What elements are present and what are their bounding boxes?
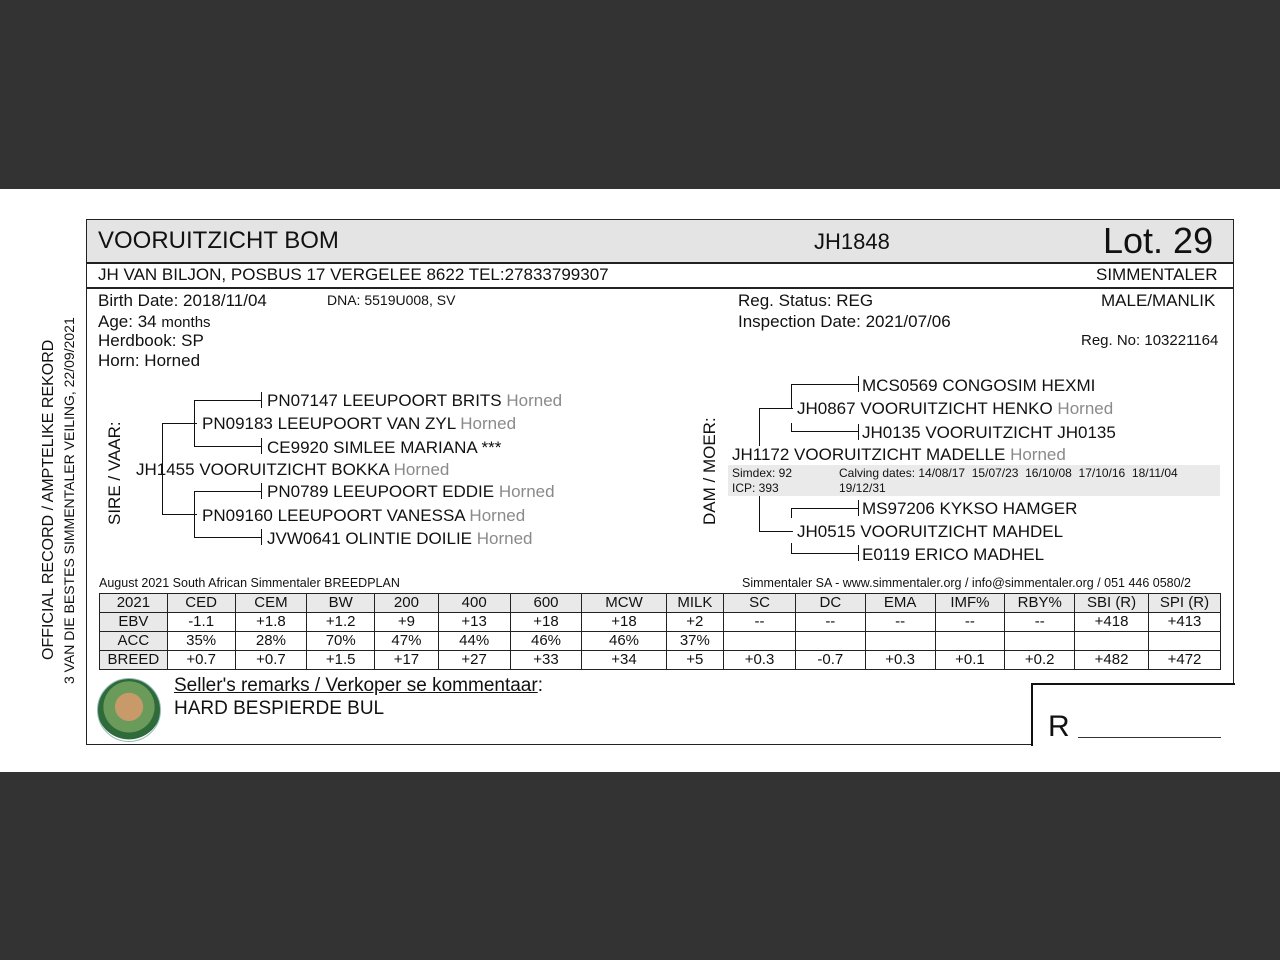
ebv-cell: +472 bbox=[1149, 651, 1221, 670]
price-currency: R bbox=[1048, 710, 1070, 743]
ebv-cell: +1.8 bbox=[235, 613, 307, 632]
ebv-header: MILK bbox=[666, 594, 723, 613]
ebv-cell: +0.3 bbox=[865, 651, 935, 670]
pedigree-name: CE9920 SIMLEE MARIANA *** bbox=[267, 438, 502, 457]
acc-row bbox=[100, 632, 1221, 651]
pedigree-name: MS97206 KYKSO HAMGER bbox=[862, 499, 1078, 518]
horn-tag: Horned bbox=[1057, 399, 1114, 418]
ebv-header: BW bbox=[307, 594, 375, 613]
ebv-cell bbox=[1075, 632, 1149, 651]
dam-label: DAM / MOER: bbox=[700, 417, 719, 525]
ebv-cell: +18 bbox=[582, 613, 666, 632]
ebv-cell: -- bbox=[935, 613, 1005, 632]
simmentaler-logo bbox=[97, 678, 161, 742]
ebv-cell: +1.5 bbox=[307, 651, 375, 670]
ebv-cell: -0.7 bbox=[795, 651, 865, 670]
reg-number: Reg. No: 103221164 bbox=[1081, 332, 1219, 349]
ebv-cell: +13 bbox=[438, 613, 510, 632]
pedigree-name: MCS0569 CONGOSIM HEXMI bbox=[862, 376, 1096, 395]
dam-grandsire-1 bbox=[862, 376, 1095, 396]
horn-tag: Horned bbox=[469, 506, 526, 525]
remarks-text: HARD BESPIERDE BUL bbox=[174, 698, 385, 719]
breed-row bbox=[100, 651, 1221, 670]
simdex: Simdex: 92 bbox=[732, 466, 793, 480]
dam-granddam-2 bbox=[862, 545, 1044, 565]
sire-dam bbox=[202, 506, 525, 526]
pedigree-name: JH0867 VOORUITZICHT HENKO bbox=[797, 399, 1053, 418]
ebv-cell: 28% bbox=[235, 632, 307, 651]
icp: ICP: 393 bbox=[732, 481, 779, 495]
ebv-header: SBI (R) bbox=[1075, 594, 1149, 613]
inspection-date: Inspection Date: 2021/07/06 bbox=[738, 312, 951, 331]
ebv-cell: +0.7 bbox=[167, 651, 235, 670]
sex: MALE/MANLIK bbox=[1101, 291, 1216, 310]
pedigree-name: JH0135 VOORUITZICHT JH0135 bbox=[862, 423, 1116, 442]
dam-name bbox=[732, 445, 1066, 465]
ebv-header: MCW bbox=[582, 594, 666, 613]
horn-tag: Horned bbox=[498, 482, 555, 501]
pedigree-name: E0119 ERICO MADHEL bbox=[862, 545, 1045, 564]
ebv-header: DC bbox=[795, 594, 865, 613]
ebv-cell: 44% bbox=[438, 632, 510, 651]
ebv-header: IMF% bbox=[935, 594, 1005, 613]
horn-tag: Horned bbox=[506, 391, 563, 410]
animal-name: VOORUITZICHT BOM bbox=[98, 227, 339, 254]
ebv-header: 600 bbox=[510, 594, 582, 613]
sire-grandsire-1 bbox=[267, 391, 562, 411]
dam-sire bbox=[797, 399, 1113, 419]
ebv-cell: +0.3 bbox=[724, 651, 796, 670]
ebv-cell: +9 bbox=[375, 613, 439, 632]
ebv-cell: +5 bbox=[666, 651, 723, 670]
remarks-label bbox=[174, 675, 543, 697]
ebv-cell: -- bbox=[724, 613, 796, 632]
ebv-cell: +1.2 bbox=[307, 613, 375, 632]
official-record-label: OFFICIAL RECORD / AMPTELIKE REKORD bbox=[40, 339, 57, 660]
ebv-cell: +0.2 bbox=[1005, 651, 1075, 670]
pedigree-name: JH1172 VOORUITZICHT MADELLE bbox=[732, 445, 1006, 464]
dna-info: DNA: 5519U008, SV bbox=[327, 292, 456, 308]
ebv-cell: +33 bbox=[510, 651, 582, 670]
horn-tag: Horned bbox=[393, 460, 450, 479]
ebv-cell: +34 bbox=[582, 651, 666, 670]
pedigree-name: PN09183 LEEUPOORT VAN ZYL bbox=[202, 414, 456, 433]
sire-grandsire-2 bbox=[267, 482, 555, 502]
sire-granddam-2 bbox=[267, 529, 533, 549]
herdbook: Herdbook: SP bbox=[98, 331, 204, 350]
sire-granddam-1 bbox=[267, 438, 501, 458]
ebv-cell: 46% bbox=[510, 632, 582, 651]
animal-code: JH1848 bbox=[814, 229, 890, 254]
sire-sire bbox=[202, 414, 516, 434]
breedplan-contact: Simmentaler SA - www.simmentaler.org / info@simmentaler.org / 051 446 0580/2 bbox=[742, 576, 1192, 590]
birth-date: Birth Date: 2018/11/04 bbox=[98, 291, 267, 310]
breedplan-caption: August 2021 South African Simmentaler BREEDPLAN bbox=[99, 576, 400, 590]
price-input-line bbox=[1078, 737, 1221, 738]
horn-tag: Horned bbox=[476, 529, 533, 548]
ebv-cell: +18 bbox=[510, 613, 582, 632]
ebv-cell: -- bbox=[1005, 613, 1075, 632]
ebv-cell: +0.1 bbox=[935, 651, 1005, 670]
ebv-cell: 46% bbox=[582, 632, 666, 651]
remarks-colon: : bbox=[537, 675, 543, 696]
ebv-header: CEM bbox=[235, 594, 307, 613]
horn-status: Horn: Horned bbox=[98, 351, 201, 370]
ebv-cell: 35% bbox=[167, 632, 235, 651]
ebv-row-label: EBV bbox=[100, 613, 168, 632]
sire-label: SIRE / VAAR: bbox=[105, 421, 124, 525]
ebv-row bbox=[100, 613, 1221, 632]
ebv-table bbox=[99, 593, 1221, 670]
ebv-header: 200 bbox=[375, 594, 439, 613]
ebv-cell bbox=[724, 632, 796, 651]
ebv-header-row bbox=[100, 594, 1221, 613]
ebv-cell bbox=[935, 632, 1005, 651]
ebv-cell: -- bbox=[865, 613, 935, 632]
ebv-cell: +17 bbox=[375, 651, 439, 670]
ebv-cell: -- bbox=[795, 613, 865, 632]
pedigree-name: JVW0641 OLINTIE DOILIE bbox=[267, 529, 473, 548]
ebv-header: SC bbox=[724, 594, 796, 613]
ebv-cell: +0.7 bbox=[235, 651, 307, 670]
ebv-cell: +413 bbox=[1149, 613, 1221, 632]
reg-status: Reg. Status: REG bbox=[738, 291, 874, 310]
pedigree-name: PN09160 LEEUPOORT VANESSA bbox=[202, 506, 465, 525]
horn-tag: Horned bbox=[460, 414, 517, 433]
ebv-cell: +418 bbox=[1075, 613, 1149, 632]
calving-dates-cont: 19/12/31 bbox=[839, 481, 886, 495]
pedigree-name: JH1455 VOORUITZICHT BOKKA bbox=[136, 460, 389, 479]
ebv-header: EMA bbox=[865, 594, 935, 613]
dam-dam bbox=[797, 522, 1063, 542]
dam-grandsire-2 bbox=[862, 499, 1077, 519]
ebv-cell: +27 bbox=[438, 651, 510, 670]
ebv-cell: 70% bbox=[307, 632, 375, 651]
ebv-cell: 47% bbox=[375, 632, 439, 651]
ebv-cell: 37% bbox=[666, 632, 723, 651]
owner-line: JH VAN BILJON, POSBUS 17 VERGELEE 8622 TEL:27833799307 bbox=[98, 265, 609, 284]
age-unit: months bbox=[161, 314, 211, 331]
ebv-cell: -1.1 bbox=[167, 613, 235, 632]
ebv-header: RBY% bbox=[1005, 594, 1075, 613]
ebv-header: 400 bbox=[438, 594, 510, 613]
ebv-header: 2021 bbox=[100, 594, 168, 613]
horn-tag: Horned bbox=[1010, 445, 1066, 464]
ebv-cell bbox=[795, 632, 865, 651]
ebv-cell: +482 bbox=[1075, 651, 1149, 670]
pedigree-name: PN0789 LEEUPOORT EDDIE bbox=[267, 482, 495, 501]
pedigree-name: JH0515 VOORUITZICHT MAHDEL bbox=[797, 522, 1064, 541]
calving-dates: Calving dates: 14/08/17 15/07/23 16/10/08 17/10/16 18/11/04 bbox=[839, 466, 1178, 480]
breed-label: SIMMENTALER bbox=[1096, 265, 1218, 284]
ebv-row-label: ACC bbox=[100, 632, 168, 651]
ebv-header: SPI (R) bbox=[1149, 594, 1221, 613]
ebv-row-label: BREED bbox=[100, 651, 168, 670]
ebv-cell: +2 bbox=[666, 613, 723, 632]
ebv-cell bbox=[1005, 632, 1075, 651]
sire-name bbox=[136, 460, 449, 480]
ebv-header: CED bbox=[167, 594, 235, 613]
ebv-cell bbox=[865, 632, 935, 651]
remarks-title: Seller's remarks / Verkoper se kommentaar bbox=[174, 675, 538, 696]
lot-number: Lot. 29 bbox=[1103, 220, 1214, 261]
age bbox=[98, 312, 211, 332]
dam-granddam-1 bbox=[862, 423, 1116, 443]
pedigree-name: PN07147 LEEUPOORT BRITS bbox=[267, 391, 502, 410]
ebv-cell bbox=[1149, 632, 1221, 651]
auction-info-label: 3 VAN DIE BESTES SIMMENTALER VEILING, 22/09/2021 bbox=[61, 317, 77, 684]
age-value: Age: 34 bbox=[98, 312, 157, 331]
